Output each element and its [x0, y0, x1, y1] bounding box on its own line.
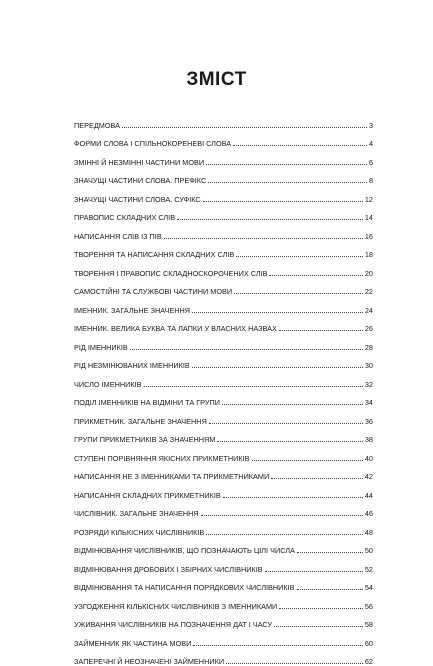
toc-dot-leader — [223, 497, 363, 498]
toc-entry-title: УЗГОДЖЕННЯ КІЛЬКІСНИХ ЧИСЛІВНИКІВ З ІМЕННИКАМИ — [74, 602, 278, 611]
toc-entry-title: ТВОРЕННЯ ТА НАПИСАННЯ СКЛАДНИХ СЛІВ — [74, 250, 235, 259]
toc-dot-leader — [122, 127, 367, 128]
toc-entry-page-number: 62 — [364, 657, 373, 666]
toc-dot-leader — [279, 330, 363, 331]
toc-entry[interactable] — [74, 444, 373, 463]
toc-entry-page-number: 44 — [364, 491, 373, 500]
toc-entry[interactable] — [74, 352, 373, 371]
toc-entry-title: ЗАПЕРЕЧНІ Й НЕОЗНАЧЕНІ ЗАЙМЕННИКИ — [74, 657, 225, 666]
toc-dot-leader — [274, 626, 363, 627]
toc-entry[interactable] — [74, 241, 373, 260]
toc-entry[interactable] — [74, 611, 373, 630]
toc-entry[interactable] — [74, 500, 373, 519]
toc-entry-page-number: 12 — [364, 195, 373, 204]
toc-entry-page-number: 18 — [364, 250, 373, 259]
toc-entry-page-number: 16 — [364, 232, 373, 241]
toc-dot-leader — [222, 404, 363, 405]
toc-entry-page-number: 30 — [364, 361, 373, 370]
toc-dot-leader — [164, 238, 363, 239]
toc-dot-leader — [209, 423, 363, 424]
toc-entry[interactable] — [74, 204, 373, 223]
toc-entry[interactable] — [74, 296, 373, 315]
toc-entry-page-number: 32 — [364, 380, 373, 389]
toc-entry-page-number: 20 — [364, 269, 373, 278]
toc-entry-title: НАПИСАННЯ СКЛАДНИХ ПРИКМЕТНИКІВ — [74, 491, 222, 500]
toc-dot-leader — [208, 182, 367, 183]
toc-entry[interactable] — [74, 130, 373, 149]
page-title: ЗМІСТ — [0, 69, 433, 91]
toc-entry-title: ВІДМІНЮВАННЯ ЧИСЛІВНИКІВ, ЩО ПОЗНАЧАЮТЬ ЦІЛІ ЧИСЛА — [74, 546, 296, 555]
toc-entry-title: ПРИКМЕТНИК. ЗАГАЛЬНЕ ЗНАЧЕННЯ — [74, 417, 208, 426]
toc-entry-title: СТУПЕНІ ПОРІВНЯННЯ ЯКІСНИХ ПРИКМЕТНИКІВ — [74, 454, 251, 463]
toc-dot-leader — [201, 515, 363, 516]
toc-entry[interactable] — [74, 185, 373, 204]
toc-entry-page-number: 26 — [364, 324, 373, 333]
toc-entry-title: УЖИВАННЯ ЧИСЛІВНИКІВ НА ПОЗНАЧЕННЯ ДАТ І ЧАСУ — [74, 620, 273, 629]
toc-dot-leader — [236, 256, 363, 257]
toc-entry[interactable] — [74, 518, 373, 537]
toc-entry[interactable] — [74, 648, 373, 666]
toc-entry[interactable] — [74, 592, 373, 611]
toc-entry[interactable] — [74, 315, 373, 334]
toc-dot-leader — [269, 275, 362, 276]
toc-entry-title: ЗНАЧУЩІ ЧАСТИНИ СЛОВА. СУФІКС — [74, 195, 202, 204]
toc-entry[interactable] — [74, 574, 373, 593]
toc-dot-leader — [265, 571, 363, 572]
toc-dot-leader — [297, 552, 363, 553]
toc-dot-leader — [252, 460, 363, 461]
toc-entry-title: ТВОРЕННЯ І ПРАВОПИС СКЛАДНОСКОРОЧЕНИХ СЛІВ — [74, 269, 268, 278]
toc-entry-page-number: 3 — [368, 121, 373, 130]
toc-entry-page-number: 34 — [364, 398, 373, 407]
toc-entry-page-number: 46 — [364, 509, 373, 518]
toc-entry-title: РІД ІМЕННИКІВ — [74, 343, 129, 352]
toc-entry-title: ВІДМІНЮВАННЯ ДРОБОВИХ І ЗБІРНИХ ЧИСЛІВНИКІВ — [74, 565, 264, 574]
toc-entry-title: ВІДМІНЮВАННЯ ТА НАПИСАННЯ ПОРЯДКОВИХ ЧИСЛІВНИКІВ — [74, 583, 296, 592]
toc-entry[interactable] — [74, 259, 373, 278]
toc-entry-page-number: 42 — [364, 472, 373, 481]
toc-entry-title: ПЕРЕДМОВА — [74, 121, 121, 130]
toc-entry[interactable] — [74, 407, 373, 426]
toc-entry-title: ЗНАЧУЩІ ЧАСТИНИ СЛОВА. ПРЕФІКС — [74, 176, 207, 185]
toc-entry-title: ІМЕННИК. ЗАГАЛЬНЕ ЗНАЧЕННЯ — [74, 306, 191, 315]
toc-entry-title: НАПИСАННЯ НЕ З ІМЕННИКАМИ ТА ПРИКМЕТНИКАМИ — [74, 472, 270, 481]
toc-entry-page-number: 54 — [364, 583, 373, 592]
toc-entry-page-number: 8 — [368, 176, 373, 185]
toc-entry-page-number: 48 — [364, 528, 373, 537]
toc-entry[interactable] — [74, 389, 373, 408]
toc-dot-leader — [192, 367, 363, 368]
toc-entry-page-number: 24 — [364, 306, 373, 315]
toc-entry[interactable] — [74, 278, 373, 297]
toc-entry-page-number: 36 — [364, 417, 373, 426]
toc-dot-leader — [192, 312, 363, 313]
toc-entry-title: ЧИСЛО ІМЕННИКІВ — [74, 380, 143, 389]
toc-entry[interactable] — [74, 222, 373, 241]
toc-dot-leader — [193, 645, 362, 646]
toc-dot-leader — [297, 589, 363, 590]
toc-entry-page-number: 52 — [364, 565, 373, 574]
toc-entry-title: ПОДІЛ ІМЕННИКІВ НА ВІДМІНИ ТА ГРУПИ — [74, 398, 221, 407]
toc-entry[interactable] — [74, 333, 373, 352]
toc-entry-title: ЗМІННІ Й НЕЗМІННІ ЧАСТИНИ МОВИ — [74, 158, 205, 167]
table-of-contents — [74, 111, 373, 666]
toc-entry[interactable] — [74, 555, 373, 574]
toc-entry[interactable] — [74, 111, 373, 130]
toc-entry-title: ІМЕННИК. ВЕЛИКА БУКВА ТА ЛАПКИ У ВЛАСНИХ НАЗВАХ — [74, 324, 278, 333]
toc-dot-leader — [279, 608, 363, 609]
toc-dot-leader — [233, 145, 367, 146]
toc-entry[interactable] — [74, 148, 373, 167]
toc-entry[interactable] — [74, 463, 373, 482]
toc-entry-title: НАПИСАННЯ СЛІВ ІЗ ПІВ — [74, 232, 163, 241]
toc-entry-title: САМОСТІЙНІ ТА СЛУЖБОВІ ЧАСТИНИ МОВИ — [74, 287, 233, 296]
toc-entry-title: ЧИСЛІВНИК. ЗАГАЛЬНЕ ЗНАЧЕННЯ — [74, 509, 200, 518]
toc-entry[interactable] — [74, 481, 373, 500]
toc-entry-page-number: 56 — [364, 602, 373, 611]
toc-entry-title: ЗАЙМЕННИК ЯК ЧАСТИНА МОВИ — [74, 639, 192, 648]
toc-dot-leader — [206, 534, 363, 535]
toc-dot-leader — [234, 293, 363, 294]
toc-entry-page-number: 40 — [364, 454, 373, 463]
toc-entry-page-number: 60 — [364, 639, 373, 648]
toc-entry-page-number: 58 — [364, 620, 373, 629]
toc-entry-page-number: 14 — [364, 213, 373, 222]
toc-entry-page-number: 6 — [368, 158, 373, 167]
toc-entry[interactable] — [74, 370, 373, 389]
toc-entry[interactable] — [74, 426, 373, 445]
toc-dot-leader — [226, 663, 363, 664]
toc-dot-leader — [177, 219, 363, 220]
toc-entry[interactable] — [74, 537, 373, 556]
toc-entry-title: ГРУПИ ПРИКМЕТНИКІВ ЗА ЗНАЧЕННЯМ — [74, 435, 216, 444]
toc-entry-title: ПРАВОПИС СКЛАДНИХ СЛІВ — [74, 213, 176, 222]
toc-entry-title: ФОРМИ СЛОВА І СПІЛЬНОКОРЕНЕВІ СЛОВА — [74, 139, 232, 148]
toc-entry-page-number: 22 — [364, 287, 373, 296]
toc-entry[interactable] — [74, 167, 373, 186]
toc-entry-page-number: 50 — [364, 546, 373, 555]
toc-dot-leader — [144, 386, 363, 387]
toc-dot-leader — [130, 349, 363, 350]
toc-dot-leader — [206, 164, 367, 165]
toc-entry-page-number: 4 — [368, 139, 373, 148]
toc-entry-page-number: 28 — [364, 343, 373, 352]
toc-entry-page-number: 38 — [364, 435, 373, 444]
toc-entry-title: РОЗРЯДИ КІЛЬКІСНИХ ЧИСЛІВНИКІВ — [74, 528, 205, 537]
toc-dot-leader — [203, 201, 363, 202]
toc-entry[interactable] — [74, 629, 373, 648]
toc-entry-title: РІД НЕЗМІНЮВАНИХ ІМЕННИКІВ — [74, 361, 191, 370]
toc-dot-leader — [271, 478, 363, 479]
toc-dot-leader — [217, 441, 362, 442]
